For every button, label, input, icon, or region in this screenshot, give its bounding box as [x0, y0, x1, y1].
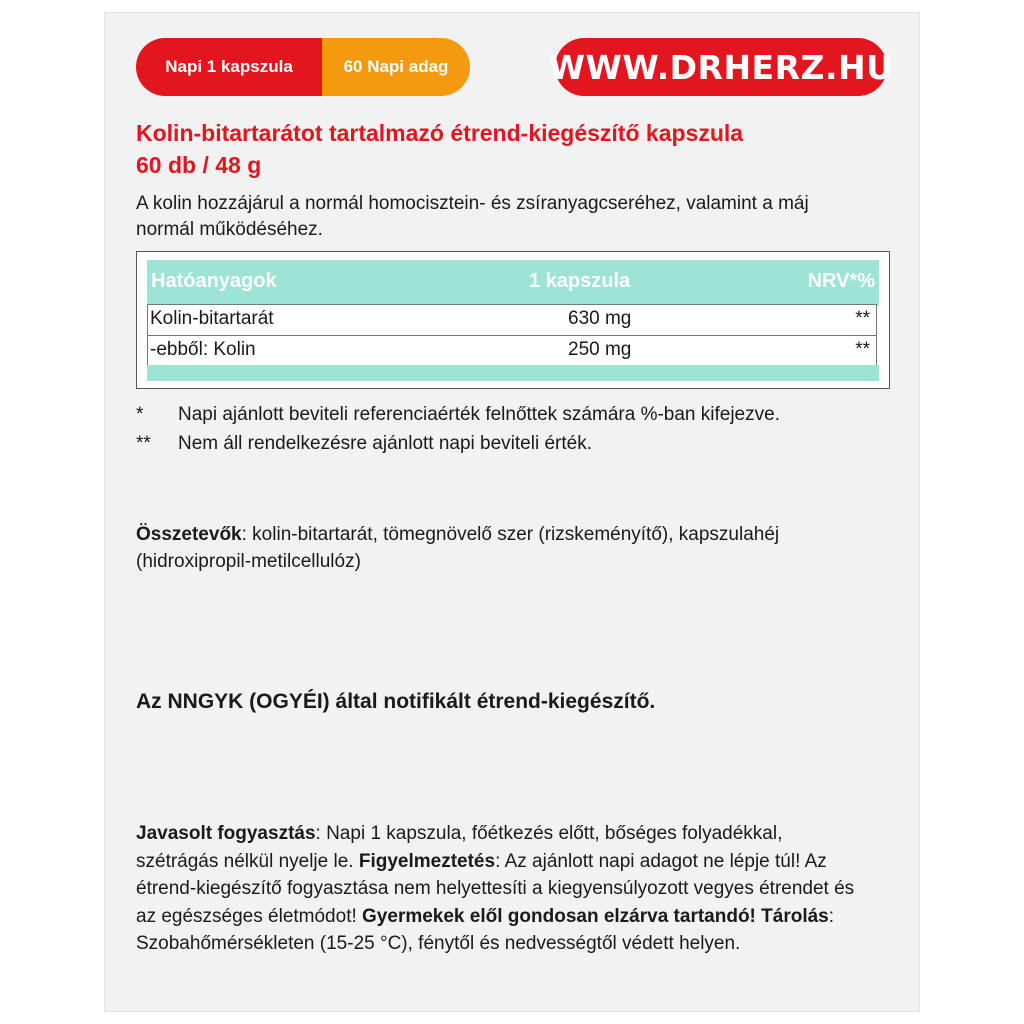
row-name: Kolin-bitartarát: [150, 308, 274, 329]
footnote-text: Nem áll rendelkezésre ajánlott napi beviteli érték.: [178, 433, 592, 454]
table-row: [147, 304, 877, 336]
footnote: [136, 429, 780, 458]
footnotes: [136, 400, 780, 458]
dose-badge: [136, 38, 470, 96]
storage-label: Gyermekek elől gondosan elzárva tartandó! Tárolás: [362, 905, 829, 927]
row-nrv: **: [855, 308, 870, 329]
footnote-mark: **: [136, 433, 151, 454]
nutrition-table: [136, 251, 890, 389]
footnote: [136, 400, 780, 429]
product-name: Kolin-bitartarátot tartalmazó étrend-kiegészítő kapszula: [136, 120, 744, 146]
notification-statement: Az NNGYK (OGYÉI) által notifikált étrend-kiegészítő.: [136, 690, 656, 713]
ingredients-text: : kolin-bitartarát, tömegnövelő szer (rizskeményítő), kapszulahéj (hidroxipropil-metilcellulóz): [136, 524, 780, 572]
intro-text: A kolin hozzájárul a normál homocisztein- és zsíranyagcseréhez, valamint a máj normál működéséhez.: [136, 193, 809, 240]
ingredients-label: Összetevők: [136, 524, 242, 545]
daily-dose-badge: Napi 1 kapszula: [136, 38, 322, 96]
ingredients: [136, 521, 856, 575]
product-quantity: 60 db / 48 g: [136, 152, 262, 178]
footnote-mark: *: [136, 404, 144, 425]
usage-instructions: [136, 820, 866, 958]
header-active-ingredients: Hatóanyagok: [151, 270, 277, 292]
usage-text: : Napi 1 kapszula, főétkezés előtt, bőséges folyadékkal, szétrágás nélkül nyelje le.: [136, 823, 783, 872]
footnote-text: Napi ajánlott beviteli referenciaérték felnőttek számára %-ban kifejezve.: [178, 404, 780, 425]
website-link[interactable]: WWW.DRHERZ.HU: [555, 38, 887, 96]
row-nrv: **: [855, 339, 870, 360]
storage-text: : Szobahőmérsékleten (15-25 °C), fénytől és nedvességtől védett helyen.: [136, 905, 835, 954]
row-name: -ebből: Kolin: [150, 339, 256, 360]
header-per-capsule: 1 kapszula: [529, 270, 631, 292]
warning-text: : Az ajánlott napi adagot ne lépje túl! Az étrend-kiegészítő fogyasztása nem helyettesíti a kiegyensúlyozott vegyes étrendet és az egészséges életmódot!: [136, 850, 855, 927]
daily-servings-badge: 60 Napi adag: [322, 38, 470, 96]
row-amount: 630 mg: [568, 308, 632, 329]
row-amount: 250 mg: [568, 339, 632, 360]
header-nrv: NRV*%: [807, 270, 875, 292]
table-footer: [147, 365, 879, 381]
table-header: [147, 260, 879, 306]
warning-label: Figyelmeztetés: [358, 850, 496, 872]
table-row: [147, 335, 877, 367]
product-title: [136, 117, 743, 181]
usage-label: Javasolt fogyasztás: [136, 823, 316, 844]
